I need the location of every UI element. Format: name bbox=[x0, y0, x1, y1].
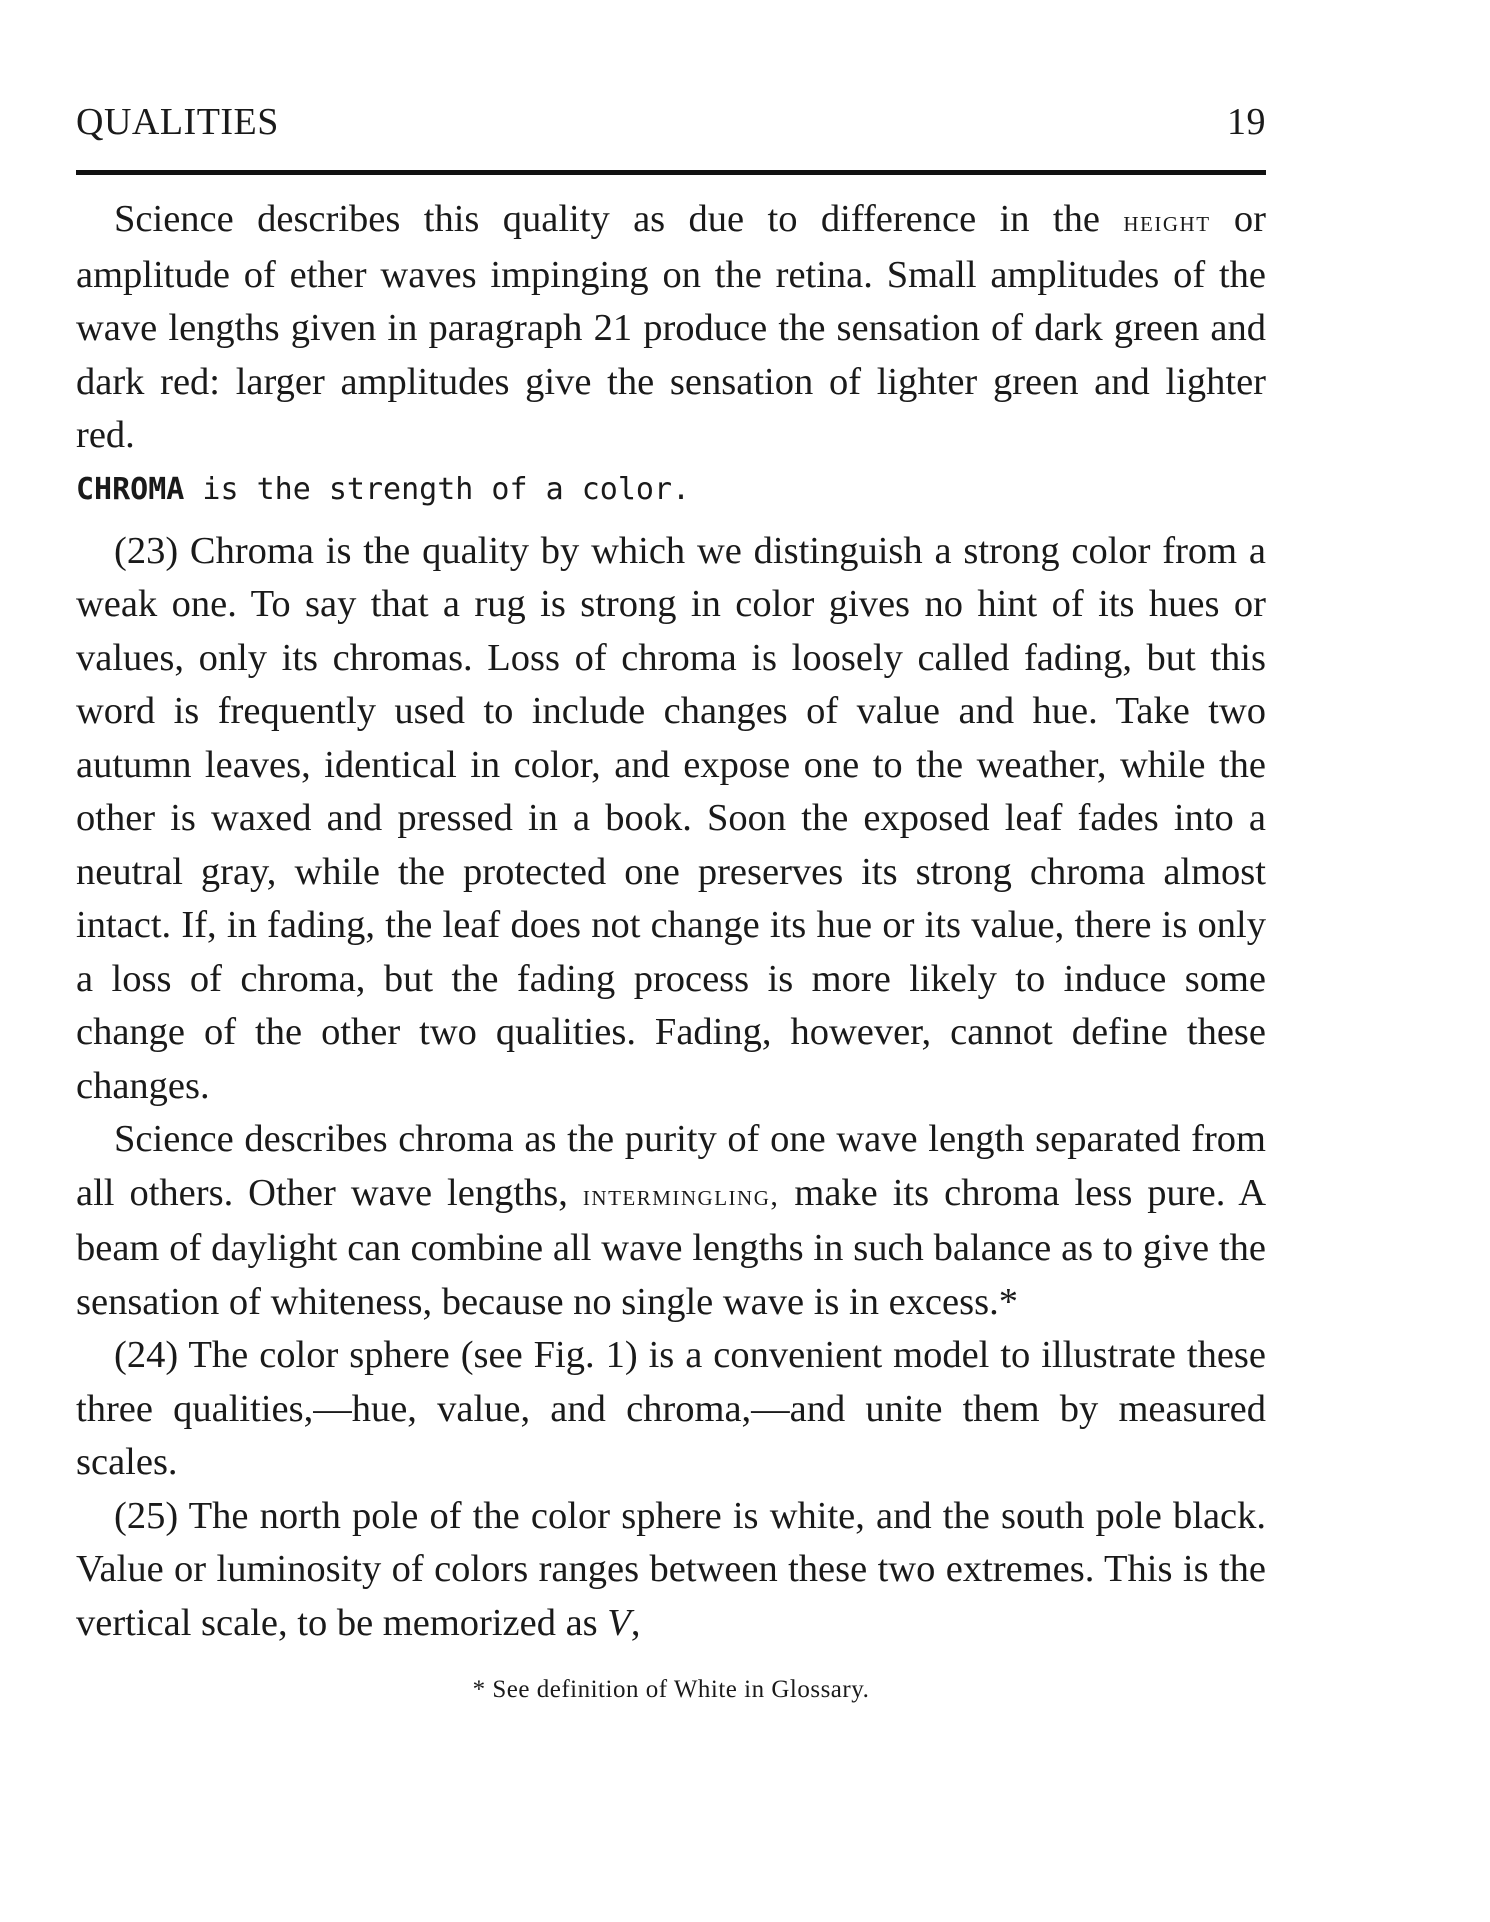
side-heading-term: CHROMA bbox=[76, 471, 185, 507]
paragraph-text: Science describes chroma as the purity of one wave length separated from all others. Other wave lengths, bbox=[76, 1118, 1266, 1214]
footnote: * See definition of White in Glossary. bbox=[472, 1676, 870, 1703]
page-number: 19 bbox=[1227, 101, 1266, 143]
paragraph-text: , bbox=[630, 1601, 641, 1644]
paragraph-text: make its chroma less pure. A beam of daylight can combine all wave lengths in such balance as to give the sensation of whiteness, because no single wave is in excess.* bbox=[76, 1171, 1267, 1323]
running-head bbox=[76, 100, 1266, 156]
paragraph-science-chroma bbox=[76, 1113, 1266, 1329]
paragraph-24: (24) The color sphere (see Fig. 1) is a convenient model to illustrate these three qualities,—hue, value, and chroma,—and unite them by measured scales. bbox=[76, 1334, 1266, 1483]
paragraph-height bbox=[76, 193, 1266, 463]
side-heading bbox=[76, 469, 1266, 511]
paragraph-23: (23) Chroma is the quality by which we distinguish a strong color from a weak one. To say that a rug is strong in color gives no hint of its hues or values, only its chromas. Loss of chroma is loosely called fading, but this word is frequently used to include changes of value and hue. Take two autumn leaves, identical in color, and expose one to the weather, while the other is waxed and pressed in a book. Soon the exposed leaf fades into a neutral gray, while the protected one preserves its strong chroma almost intact. If, in fading, the leaf does not change its hue or its value, there is only a loss of chroma, but the fading process is more likely to induce some change of the other two qualities. Fading, however, cannot define these changes. bbox=[76, 529, 1266, 1107]
italic-symbol: V bbox=[607, 1601, 631, 1644]
header-rule bbox=[76, 170, 1266, 175]
chapter-title: QUALITIES bbox=[76, 101, 279, 143]
smallcaps-term: intermingling, bbox=[582, 1178, 780, 1212]
paragraph-text: Science describes this quality as due to difference in the bbox=[114, 198, 1124, 240]
side-heading-text: is the strength of a color. bbox=[184, 471, 691, 507]
paragraph-text: (25) The north pole of the color sphere is white, and the south pole black. Value or luminosity of colors ranges between these two extremes. This is the vertical scale, to be memorized as bbox=[76, 1494, 1266, 1644]
paragraph-25 bbox=[76, 1490, 1266, 1651]
body-text bbox=[76, 193, 1266, 1650]
book-page bbox=[76, 100, 1266, 1704]
paragraph-text: or amplitude of ether waves impinging on the retina. Small amplitudes of the wave lengths given in paragraph 21 produce the sensation of dark green and dark red: larger amplitudes give the sensation of lighter green and lighter red. bbox=[76, 198, 1266, 456]
smallcaps-term: height bbox=[1123, 205, 1211, 238]
